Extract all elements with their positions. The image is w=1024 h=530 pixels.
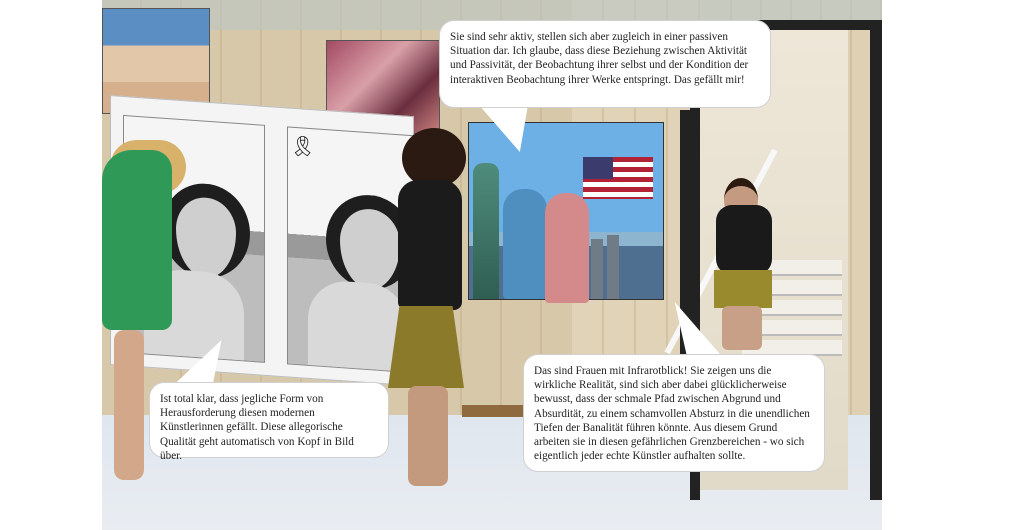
stair-woman-legs [722, 306, 762, 350]
american-flag [583, 157, 653, 199]
speech-bubble-text: Das sind Frauen mit Infrarotblick! Sie zeigen uns die wirkliche Realität, sind sich aber dabei glücklicherweise bewusst, dass der schmale Pfad zwischen Abgrund und Absurdität, zu einem schamvollen Absturz in die unendlichen Tiefen der Banalität führen könnte. Aus diesem Grund arbeiten sie in diesen gefährlichen Grenzbereichen - wo sich eigentlich jeder echte Künstler aufhalten sollte. [534, 365, 810, 463]
statue-of-liberty [473, 163, 499, 299]
speech-bubble-text: Ist total klar, dass jegliche Form von Herausforderung diesen modernen Künstlerinnen gefällt. Diese allegorische Qualität geht automatisch von Kopf in Bild über. [160, 393, 354, 462]
tower [591, 239, 603, 299]
woman-green-shirt [102, 150, 172, 330]
speech-bubble-text: Sie sind sehr aktiv, stellen sich aber zugleich in einer passiven Situation dar. Ich glaube, dass diese Beziehung zwischen Aktivität und Passivität, der Beobachtung ihrer selbst und der Kondition der interaktiven Beobachtung ihrer Werke entspringt. Das gefällt mir! [450, 31, 749, 86]
portrait-face [162, 181, 250, 281]
woman-legs [408, 386, 448, 486]
ribbon-icon: 🎗 [290, 136, 316, 158]
woman-green-leg [114, 330, 144, 480]
woman-black-shirt [398, 180, 462, 310]
woman-in-photo [503, 189, 547, 299]
speech-bubble-top [440, 21, 770, 107]
stair-woman-shirt [716, 205, 772, 275]
tower [607, 235, 619, 299]
statue-of-liberty-photo [468, 122, 664, 300]
woman-in-photo [545, 193, 589, 303]
speech-bubble-right [524, 355, 824, 471]
flag-canton [583, 157, 613, 179]
dark-hair [402, 128, 466, 188]
olive-skirt [388, 306, 464, 388]
speech-bubble-left [150, 383, 388, 462]
stair-woman-skirt [714, 270, 772, 308]
